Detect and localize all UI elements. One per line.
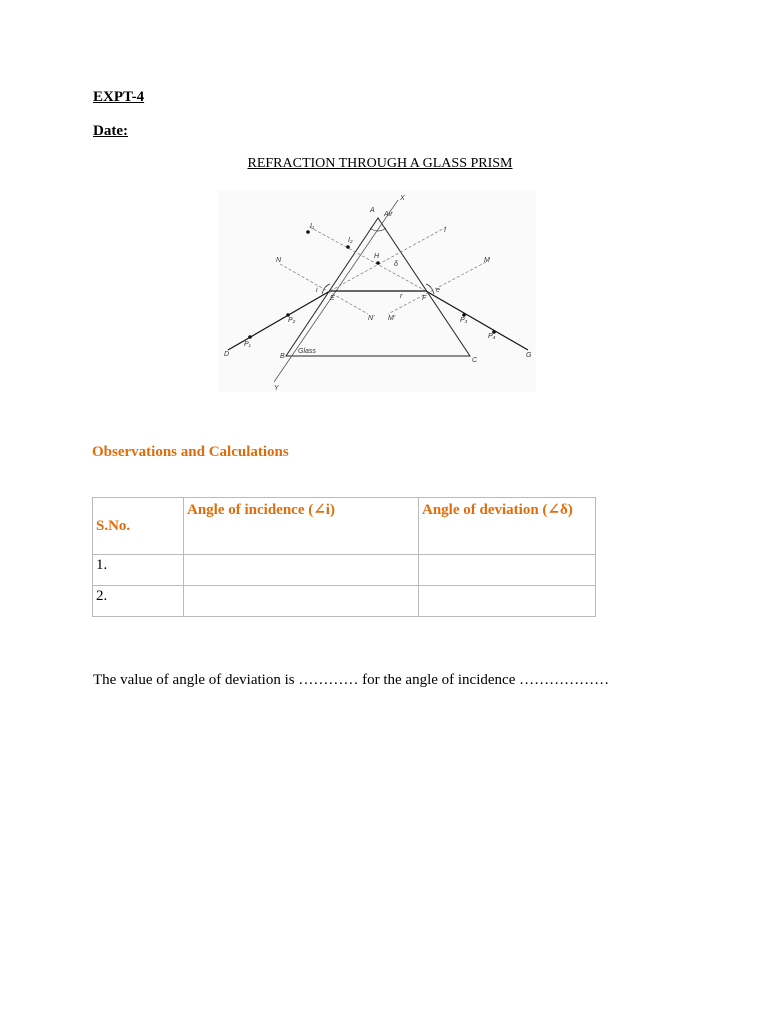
label-b: B (280, 353, 285, 360)
label-f: F (422, 295, 427, 302)
observations-table (92, 497, 596, 617)
label-i-top: I (444, 227, 446, 234)
cell-incidence[interactable] (184, 555, 419, 586)
label-r: r (400, 293, 403, 300)
label-delta: δ (394, 261, 398, 268)
cell-sno: 1. (93, 555, 184, 586)
label-e-angle: e (436, 287, 440, 294)
cell-deviation[interactable] (419, 586, 596, 617)
label-d: D (224, 351, 230, 358)
label-p4: P₄ (488, 333, 496, 340)
cell-sno: 2. (93, 586, 184, 617)
label-n: N (276, 257, 282, 264)
date-label: Date: (93, 123, 128, 139)
experiment-number: EXPT-4 (93, 89, 145, 105)
cell-deviation[interactable] (419, 555, 596, 586)
conclusion-text: The value of angle of deviation is ………… for the angle of incidence ……………… (93, 672, 610, 688)
label-g: G (526, 352, 532, 359)
page-title: REFRACTION THROUGH A GLASS PRISM (247, 156, 513, 171)
label-i: i (316, 287, 318, 294)
label-p1: P₁ (244, 341, 251, 348)
label-i2: I₂ (348, 237, 353, 244)
table-header-row (93, 498, 596, 555)
label-p2: P₂ (288, 317, 296, 324)
label-h: H (374, 253, 380, 260)
cell-incidence[interactable] (184, 586, 419, 617)
label-a: A (370, 207, 375, 214)
observations-heading: Observations and Calculations (92, 444, 289, 460)
label-p3: P₃ (460, 317, 468, 324)
prism-refraction-diagram (218, 190, 536, 392)
label-glass: Glass (298, 348, 316, 355)
label-air: Air (384, 211, 393, 218)
label-m-prime: M' (388, 315, 396, 322)
table-row (93, 555, 596, 586)
column-header-sno: S.No. (93, 498, 184, 555)
label-e-point: E (330, 295, 335, 302)
label-n-prime: N' (368, 315, 375, 322)
column-header-incidence: Angle of incidence (∠i) (184, 498, 419, 555)
label-m: M (484, 257, 490, 264)
table-row (93, 586, 596, 617)
label-i1: I₁ (310, 223, 315, 230)
column-header-deviation: Angle of deviation (∠δ) (419, 498, 596, 555)
label-x: X (400, 195, 405, 202)
label-c: C (472, 357, 478, 364)
label-y: Y (274, 385, 279, 392)
